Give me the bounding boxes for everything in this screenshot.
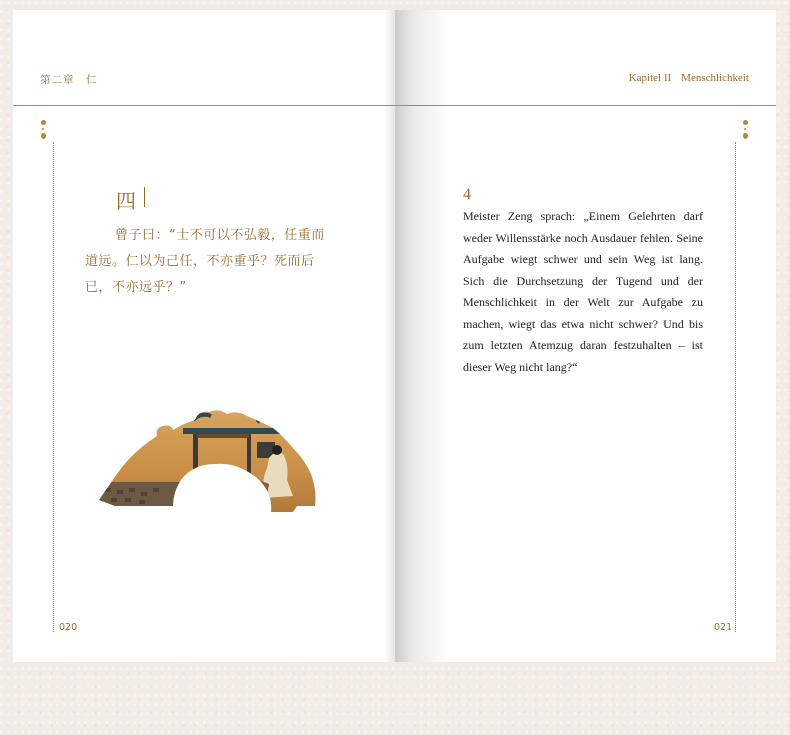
section-number: 4 (463, 186, 471, 203)
numeral-bar (144, 187, 145, 207)
chinese-passage: 曾子曰：“士不可以不弘毅，任重而道远。仁以为己任，不亦重乎？死而后已，不亦远乎？” (85, 228, 325, 295)
margin-dotted-line (735, 142, 736, 632)
left-page (13, 10, 395, 662)
page-number: 020 (59, 622, 78, 633)
header-rule (13, 105, 395, 106)
fan-painting-illustration (97, 402, 317, 522)
header-rule (395, 105, 776, 106)
margin-dotted-line (53, 142, 54, 632)
chapter-label: Kapitel II (628, 72, 672, 84)
chapter-header (619, 72, 749, 84)
ornament-icon (40, 120, 46, 139)
section-numeral: 四 (116, 189, 136, 213)
german-passage: Meister Zeng sprach: „Einem Gelehrten darf weder Willensstärke noch Ausdauer fehlen. Seine Aufgabe wiegt schwer und sein Weg ist lang. Sich die Durchsetzung der Tugend und der Menschlichkeit in der Welt zur Aufgabe zu machen, wiegt das etwa nicht schwer? Und bis zum letzten Atemzug daran festzuhalten – ist dieser Weg nicht lang?“ (463, 209, 703, 374)
ornament-icon (742, 120, 748, 139)
chapter-header: 第二章 仁 (40, 74, 98, 86)
gutter-shadow (395, 10, 450, 662)
page-number: 021 (714, 622, 733, 633)
chapter-title: Menschlichkeit (681, 72, 749, 84)
right-page (395, 10, 776, 662)
page-fold-shadow (385, 10, 395, 662)
